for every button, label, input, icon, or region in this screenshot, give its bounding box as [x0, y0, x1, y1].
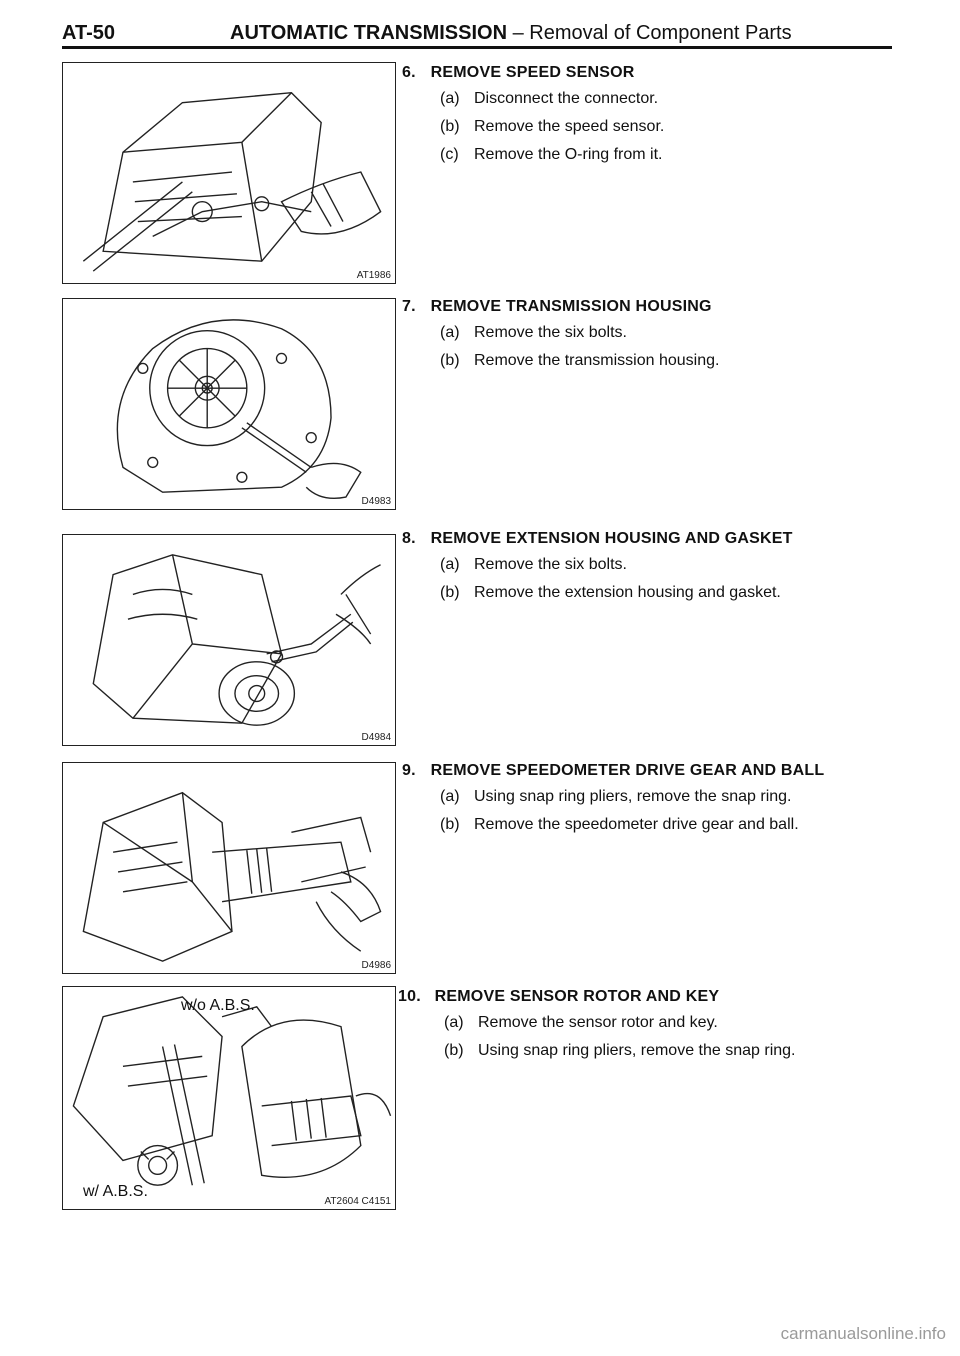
step-7: [402, 298, 902, 380]
substep: [440, 146, 902, 164]
substep-label: (a): [444, 1014, 464, 1031]
figure-speed-sensor: [62, 62, 396, 284]
substep-text: Remove the speed sensor.: [474, 118, 665, 135]
substep-list: [440, 556, 902, 602]
substep-label: (b): [440, 118, 460, 135]
step-heading: [398, 988, 898, 1006]
substep-text: Using snap ring pliers, remove the snap ring.: [474, 788, 792, 805]
substep-label: (a): [440, 324, 460, 341]
substep-text: Disconnect the connector.: [474, 90, 659, 107]
substep: [440, 816, 902, 834]
extension-housing-illustration: [63, 535, 395, 745]
step-heading: [402, 298, 902, 316]
step-title: REMOVE SPEED SENSOR: [430, 64, 635, 81]
step-9: [402, 762, 902, 844]
substep-label: (a): [440, 90, 460, 107]
section-name: AUTOMATIC TRANSMISSION: [230, 22, 508, 44]
figure-code: AT2604 C4151: [324, 1196, 391, 1207]
figure-extension-housing: [62, 534, 396, 746]
substep: [440, 352, 902, 370]
substep-list: [440, 90, 902, 164]
figure-code: AT1986: [356, 270, 391, 281]
step-title: REMOVE TRANSMISSION HOUSING: [430, 298, 712, 315]
step-number: 6.: [402, 64, 416, 81]
step-number: 10.: [398, 988, 421, 1005]
substep-label: (a): [440, 556, 460, 573]
step-number: 8.: [402, 530, 416, 547]
figure-code: D4983: [361, 496, 391, 507]
substep: [440, 584, 902, 602]
figure-speedometer-drive-gear: [62, 762, 396, 974]
step-title: REMOVE EXTENSION HOUSING AND GASKET: [430, 530, 793, 547]
substep: [440, 324, 902, 342]
transmission-housing-illustration: [63, 299, 395, 509]
figure-code: D4986: [361, 960, 391, 971]
substep-text: Remove the extension housing and gasket.: [474, 584, 781, 601]
step-heading: [402, 64, 902, 82]
substep-label: (c): [440, 146, 459, 163]
substep-list: [444, 1014, 898, 1060]
substep-list: [440, 324, 902, 370]
callout-with-abs: w/ A.B.S.: [83, 1183, 148, 1200]
callout-without-abs: w/o A.B.S.: [181, 997, 255, 1014]
substep: [440, 788, 902, 806]
substep-text: Remove the six bolts.: [474, 324, 627, 341]
step-number: 9.: [402, 762, 416, 779]
substep-label: (a): [440, 788, 460, 805]
substep-text: Remove the speedometer drive gear and ball.: [474, 816, 799, 833]
substep: [444, 1014, 898, 1032]
step-10: [398, 988, 898, 1070]
watermark: carmanualsonline.info: [780, 1324, 946, 1343]
step-number: 7.: [402, 298, 416, 315]
figure-sensor-rotor: [62, 986, 396, 1210]
section-subtitle: – Removal of Component Parts: [512, 22, 792, 44]
step-6: [402, 64, 902, 174]
page-code: AT-50: [62, 22, 115, 44]
step-heading: [402, 762, 902, 780]
substep-text: Using snap ring pliers, remove the snap ring.: [478, 1042, 796, 1059]
substep-label: (b): [440, 352, 460, 369]
substep-list: [440, 788, 902, 834]
sensor-rotor-illustration: [63, 987, 395, 1209]
substep: [440, 556, 902, 574]
substep: [440, 118, 902, 136]
section-title: [230, 22, 792, 45]
step-8: [402, 530, 902, 612]
substep-text: Remove the six bolts.: [474, 556, 627, 573]
figure-transmission-housing: [62, 298, 396, 510]
speed-sensor-illustration: [63, 63, 395, 283]
substep-label: (b): [440, 584, 460, 601]
substep-label: (b): [440, 816, 460, 833]
step-heading: [402, 530, 902, 548]
substep-text: Remove the O-ring from it.: [474, 146, 663, 163]
substep: [440, 90, 902, 108]
header-rule: [62, 46, 892, 49]
step-title: REMOVE SENSOR ROTOR AND KEY: [434, 988, 720, 1005]
substep-text: Remove the sensor rotor and key.: [478, 1014, 718, 1031]
substep-text: Remove the transmission housing.: [474, 352, 720, 369]
figure-code: D4984: [361, 732, 391, 743]
speedometer-drive-gear-illustration: [63, 763, 395, 973]
substep-label: (b): [444, 1042, 464, 1059]
step-title: REMOVE SPEEDOMETER DRIVE GEAR AND BALL: [430, 762, 825, 779]
substep: [444, 1042, 898, 1060]
